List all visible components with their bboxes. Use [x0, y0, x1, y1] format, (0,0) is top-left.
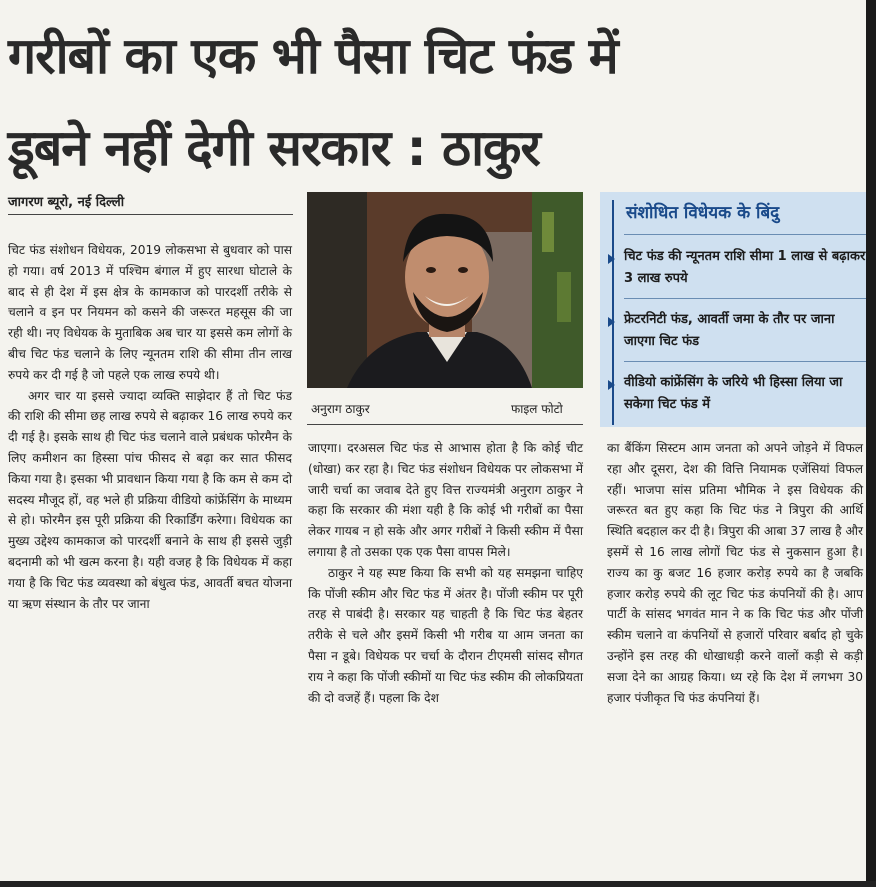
- photo-caption-credit: फाइल फोटो: [511, 402, 563, 416]
- box-divider: [624, 234, 866, 235]
- bullet-arrow-icon: [608, 254, 615, 264]
- page-edge: [0, 881, 876, 887]
- page-edge: [866, 0, 876, 887]
- box-item-3: वीडियो कांफ्रेंसिंग के जरिये भी हिस्सा लिया जा सकेगा चिट फंड में: [624, 375, 843, 412]
- article-paragraph: अगर चार या इससे ज्यादा व्यक्ति साझेदार हैं तो चिट फंड की राशि की सीमा छह लाख रुपये से बढ़ाकर 16 लाख रुपये कर दी गई है। इसके साथ ही चिट फंड चलाने वाले प्रबंधक फोरमैन के लिए कमीशन का हिस्सा पांच फीसद से बढ़ा कर सात फीसद किया गया है। इसका भी प्रावधान किया गया है कि कम से कम दो सदस्य मौजूद हों, वह भले ही प्रक्रिया वीडियो कांफ्रेंसिंग के माध्यम से हो। फोरमैन इस पूरी प्रक्रिया की रिकार्डिंग करेगा। विधेयक का मुख्य उद्देश्य कामकाज को पारदर्शी बनाने के साथ ही इससे जुड़ी बदनामी को भी खत्म करना है। यही वजह है कि विधेयक में कहा गया है कि चिट फंड व्यवस्था को बंधुत्व फंड, आवर्ती बचत योजना या ऋण संस्थान के तौर पर जाना: [8, 388, 293, 611]
- article-paragraph: चिट फंड संशोधन विधेयक, 2019 लोकसभा से बुधवार को पास हो गया। वर्ष 2013 में पश्चिम बंगाल में हुए सारधा घोटाले के बाद से ही देश में इस क्षेत्र के कामकाज को पारदर्शी तरीके से चलाने व इन पर नियमन को कसने की जरूरत महसूस की जा रही थी। नए विधेयक के मुताबिक अब चार या इससे कम लोगों के बीच चिट फंड चलाने के लिए न्यूनतम राशि की सीमा तीन लाख रुपये कर दी गई है जो पहले एक लाख रुपये थी।: [8, 243, 292, 382]
- box-item-2: फ्रेटरनिटी फंड, आवर्ती जमा के तौर पर जाना जाएगा चिट फंड: [624, 312, 835, 349]
- byline-rule: [8, 214, 293, 215]
- box-title: संशोधित विधेयक के बिंदु: [626, 203, 780, 223]
- headline: [8, 10, 863, 194]
- box-divider: [624, 361, 866, 362]
- article-paragraph: ठाकुर ने यह स्पष्ट किया कि सभी को यह समझना चाहिए कि पोंजी स्कीम और चिट फंड में अंतर है। पोंजी स्कीम पर पूरी तरह से पाबंदी है। सरकार यह चाहती है कि चिट फंड बेहतर तरीके से चले और इसमें किसी भी गरीब या आम जनता का पैसा न डूबे। विधेयक पर चर्चा के दौरान टीएमसी सांसद सौगत राय ने कहा कि पोंजी स्कीमों या चिट फंड स्कीम की लोकप्रियता की दो वजहें हैं। पहला कि देश: [308, 565, 583, 705]
- article-paragraph: जाएगा। दरअसल चिट फंड से आभास होता है कि कोई चीट (धोखा) कर रहा है। चिट फंड संशोधन विधेयक पर लोकसभा में जारी चर्चा का जवाब देते हुए वित्त राज्यमंत्री अनुराग ठाकुर ने कहा कि सरकार की मंशा यही है कि कोई भी गरीबों का पैसा लेकर गायब न हो सके और अगर गरीबों ने किसी स्कीम में पैसा लगाया है तो उसका एक एक पैसा वापस मिले।: [308, 441, 583, 559]
- bullet-arrow-icon: [608, 317, 615, 327]
- headline-line-1: गरीबों का एक भी पैसा चिट फंड में: [8, 27, 618, 85]
- box-divider: [624, 298, 866, 299]
- box-accent-line: [612, 200, 614, 425]
- portrait-photo: [307, 192, 583, 388]
- photo-anurag-thakur: [307, 192, 583, 388]
- box-item-1: चिट फंड की न्यूनतम राशि सीमा 1 लाख से बढ़ाकर 3 लाख रुपये: [624, 249, 866, 286]
- caption-rule: [307, 424, 583, 425]
- article-column-1-top: [8, 240, 292, 614]
- amendment-points-box: [600, 192, 866, 427]
- article-paragraph: का बैंकिंग सिस्टम आम जनता को अपने जोड़ने में विफल रहा और दूसरा, देश की वित्ति नियामक एजेंसियां विफल रहीं। भाजपा सांस प्रतिमा भौमिक ने इस विधेयक की जरूरत बत हुए कहा कि चिट फंड ने त्रिपुरा की आर्थि स्थिति बदहाल कर दी है। त्रिपुरा की आबा 37 लाख है और इसमें से 16 लाख लोगों चिट फंड से नुकसान हुआ है। राज्य का कु बजट 16 हजार करोड़ रुपये का है जबकि हजार करोड़ रुपये की लूट चिट फंड कंपनियों की है। आप पार्टी के सांसद भगवंत मान ने क कि चिट फंड और पोंजी स्कीम चलाने वा कंपनियों से हजारों परिवार बर्बाद हो चुके उन्होंने इस तरह की धोखाधड़ी करने वालों कड़ी से कड़ी सजा देने का आग्रह किया। ध्य रहे कि देश में लगभग 30 हजार पंजीकृत चि फंड कंपनियां हैं।: [607, 441, 863, 705]
- bullet-arrow-icon: [608, 380, 615, 390]
- article-column-2: [308, 438, 583, 708]
- photo-caption-name: अनुराग ठाकुर: [311, 402, 370, 416]
- article-column-3: [607, 438, 863, 708]
- headline-line-2: डूबने नहीं देगी सरकार : ठाकुर: [8, 119, 540, 177]
- byline: जागरण ब्यूरो, नई दिल्ली: [8, 195, 125, 210]
